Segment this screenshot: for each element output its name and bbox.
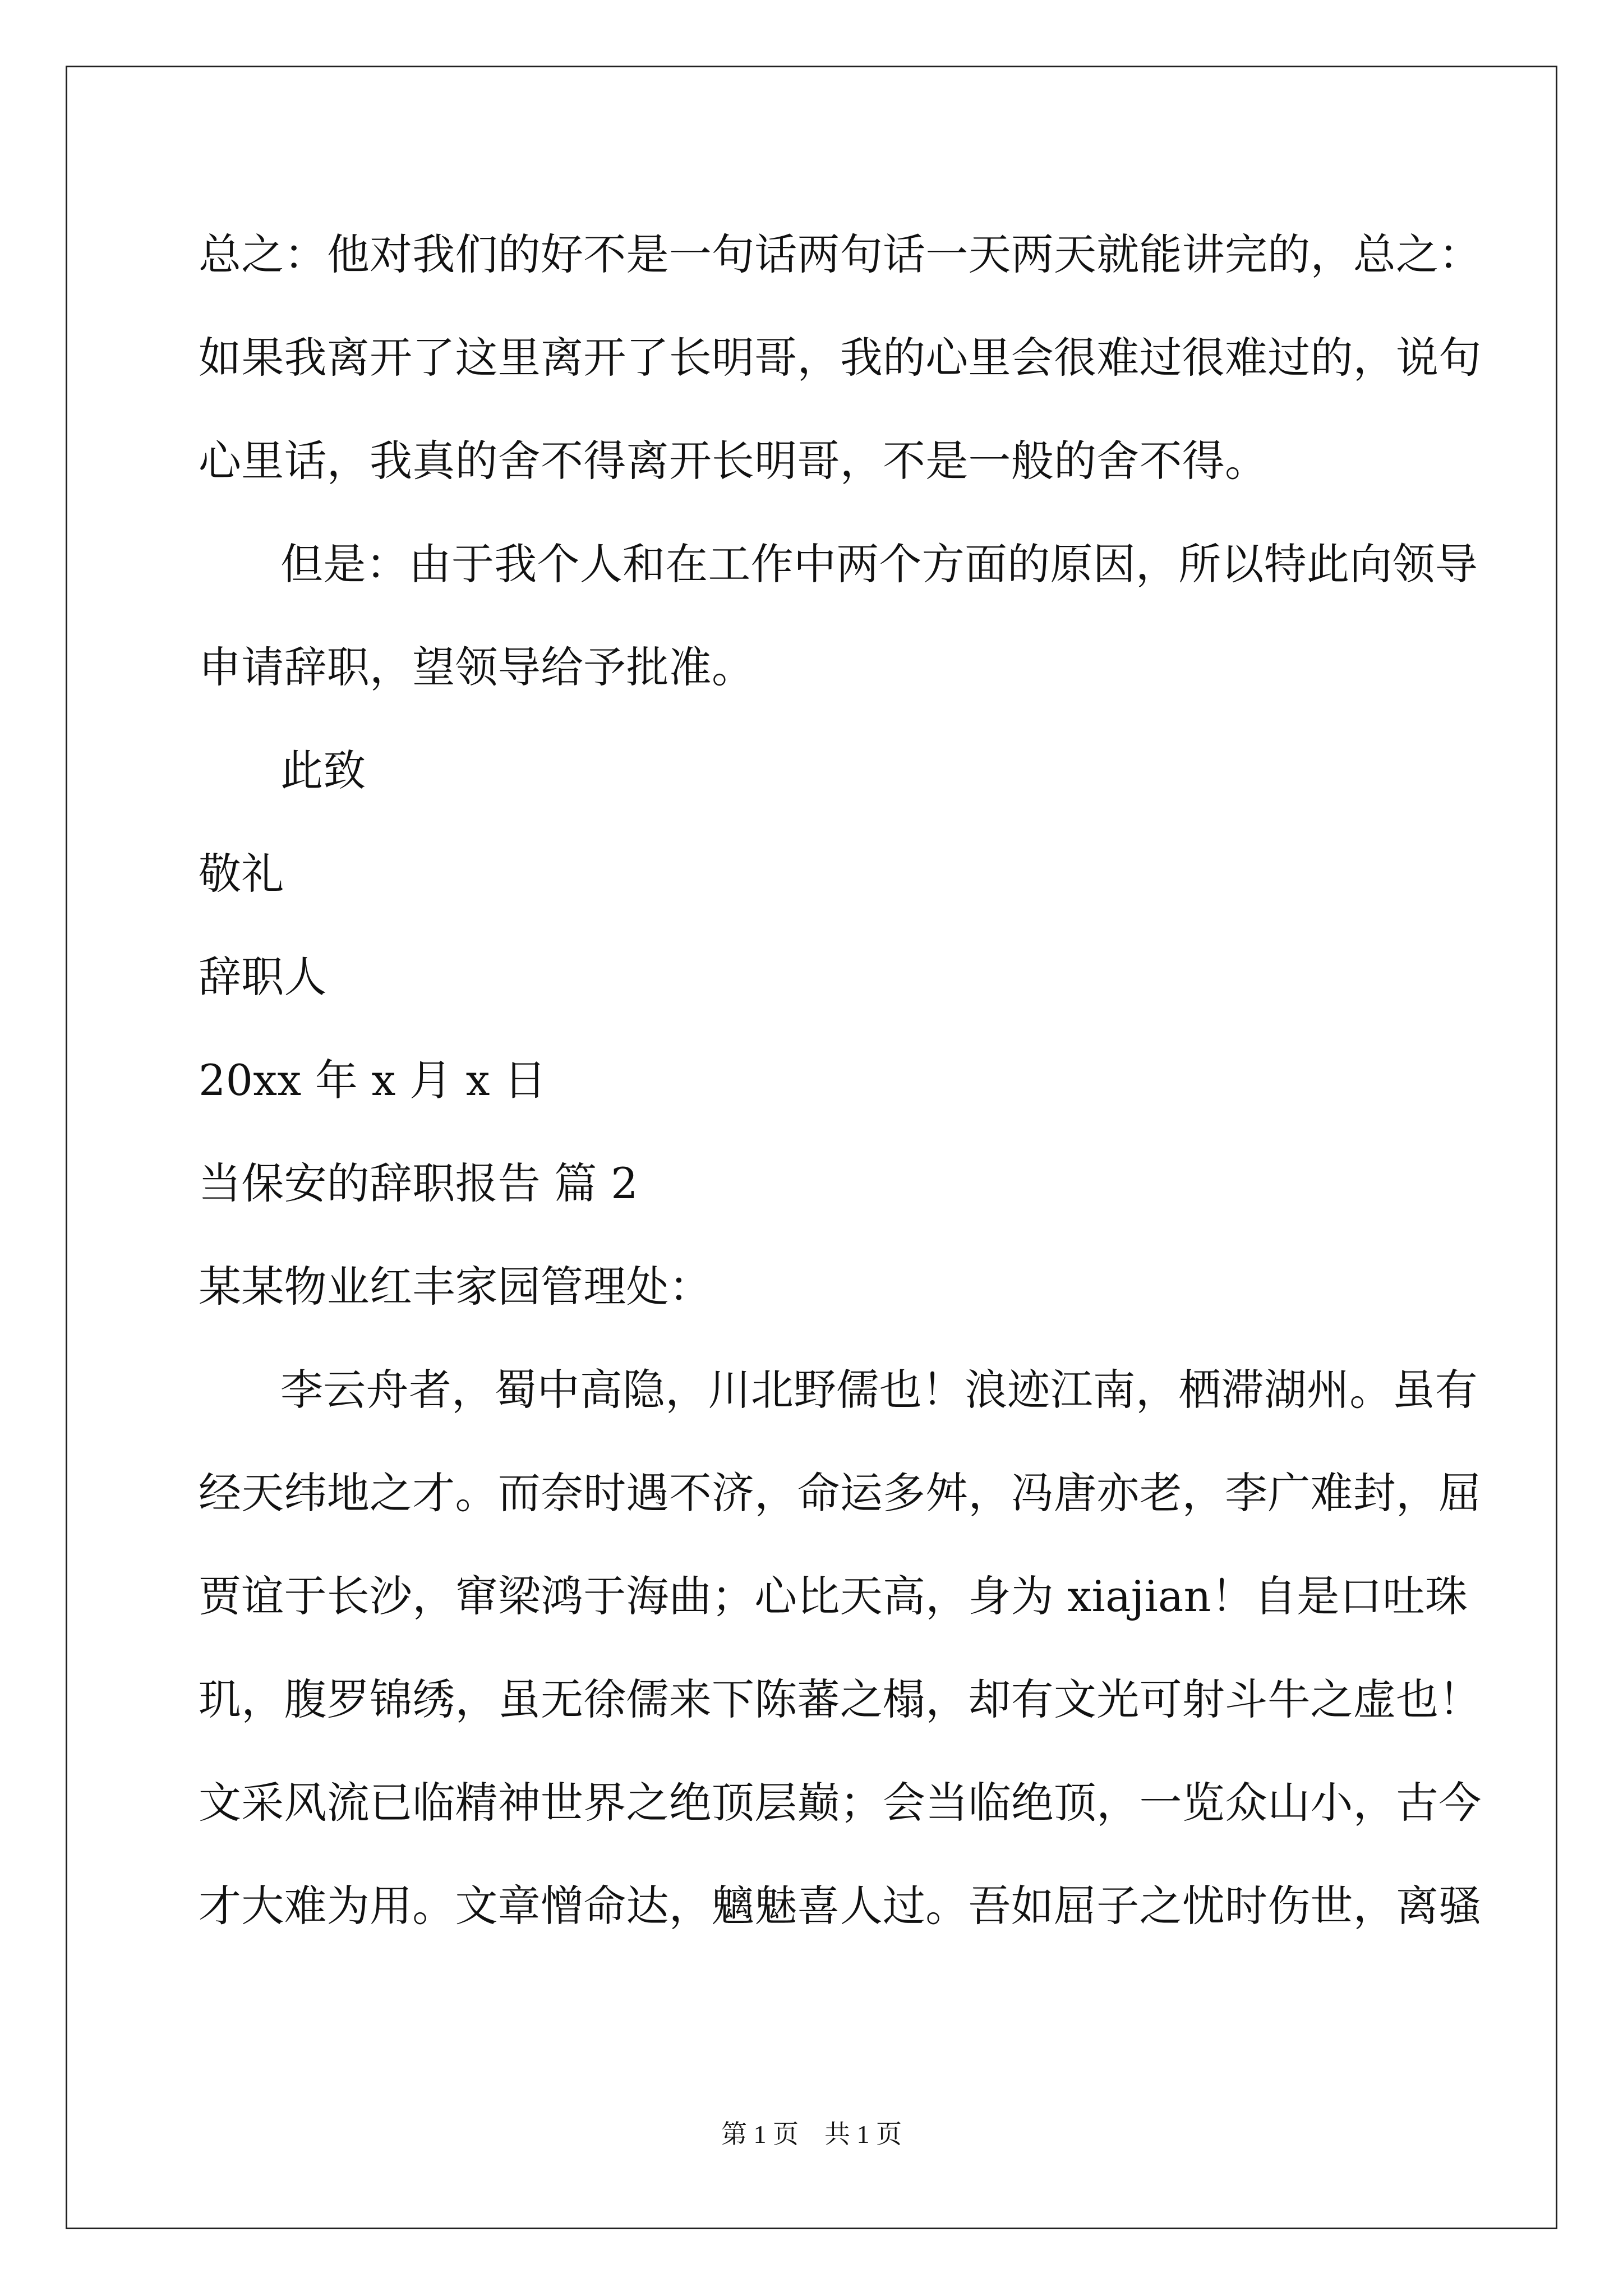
body-line-12: 李云舟者，蜀中高隐，川北野儒也！浪迹江南，栖滞湖州。虽有: [280, 1365, 1478, 1415]
body-line-13: 经天纬地之才。而奈时遇不济，命运多舛，冯唐亦老，李广难封，屈: [199, 1468, 1482, 1518]
body-line-17: 才大难为用。文章憎命达，魑魅喜人过。吾如屈子之忧时伤世，离骚: [199, 1881, 1482, 1931]
page-number-footer: 第 1 页 共 1 页: [721, 2120, 902, 2148]
body-line-3: 心里话，我真的舍不得离开长明哥，不是一般的舍不得。: [199, 436, 1268, 486]
body-line-5: 申请辞职，望领导给予批准。: [199, 642, 755, 692]
date-line: 20xx 年 x 月 x 日: [199, 1055, 547, 1105]
body-line-1: 总之：他对我们的好不是一句话两句话一天两天就能讲完的，总之：: [199, 229, 1482, 279]
body-line-2: 如果我离开了这里离开了长明哥，我的心里会很难过很难过的，说句: [199, 333, 1482, 383]
body-line-14: 贾谊于长沙，窜梁鸿于海曲；心比天高，身为 xiajian！自是口吐珠: [199, 1571, 1468, 1621]
section-heading: 当保安的辞职报告 篇 2: [199, 1158, 638, 1208]
closing-salutation: 此致: [280, 746, 366, 795]
closing-regards: 敬礼: [199, 849, 284, 899]
signature-label: 辞职人: [199, 952, 327, 1002]
recipient-line: 某某物业红丰家园管理处：: [199, 1262, 712, 1312]
body-line-15: 玑，腹罗锦绣，虽无徐儒来下陈蕃之榻，却有文光可射斗牛之虚也！: [199, 1674, 1482, 1724]
body-line-4: 但是：由于我个人和在工作中两个方面的原因，所以特此向领导: [280, 539, 1478, 589]
body-line-16: 文采风流已临精神世界之绝顶层巅；会当临绝顶，一览众山小，古今: [199, 1778, 1482, 1828]
